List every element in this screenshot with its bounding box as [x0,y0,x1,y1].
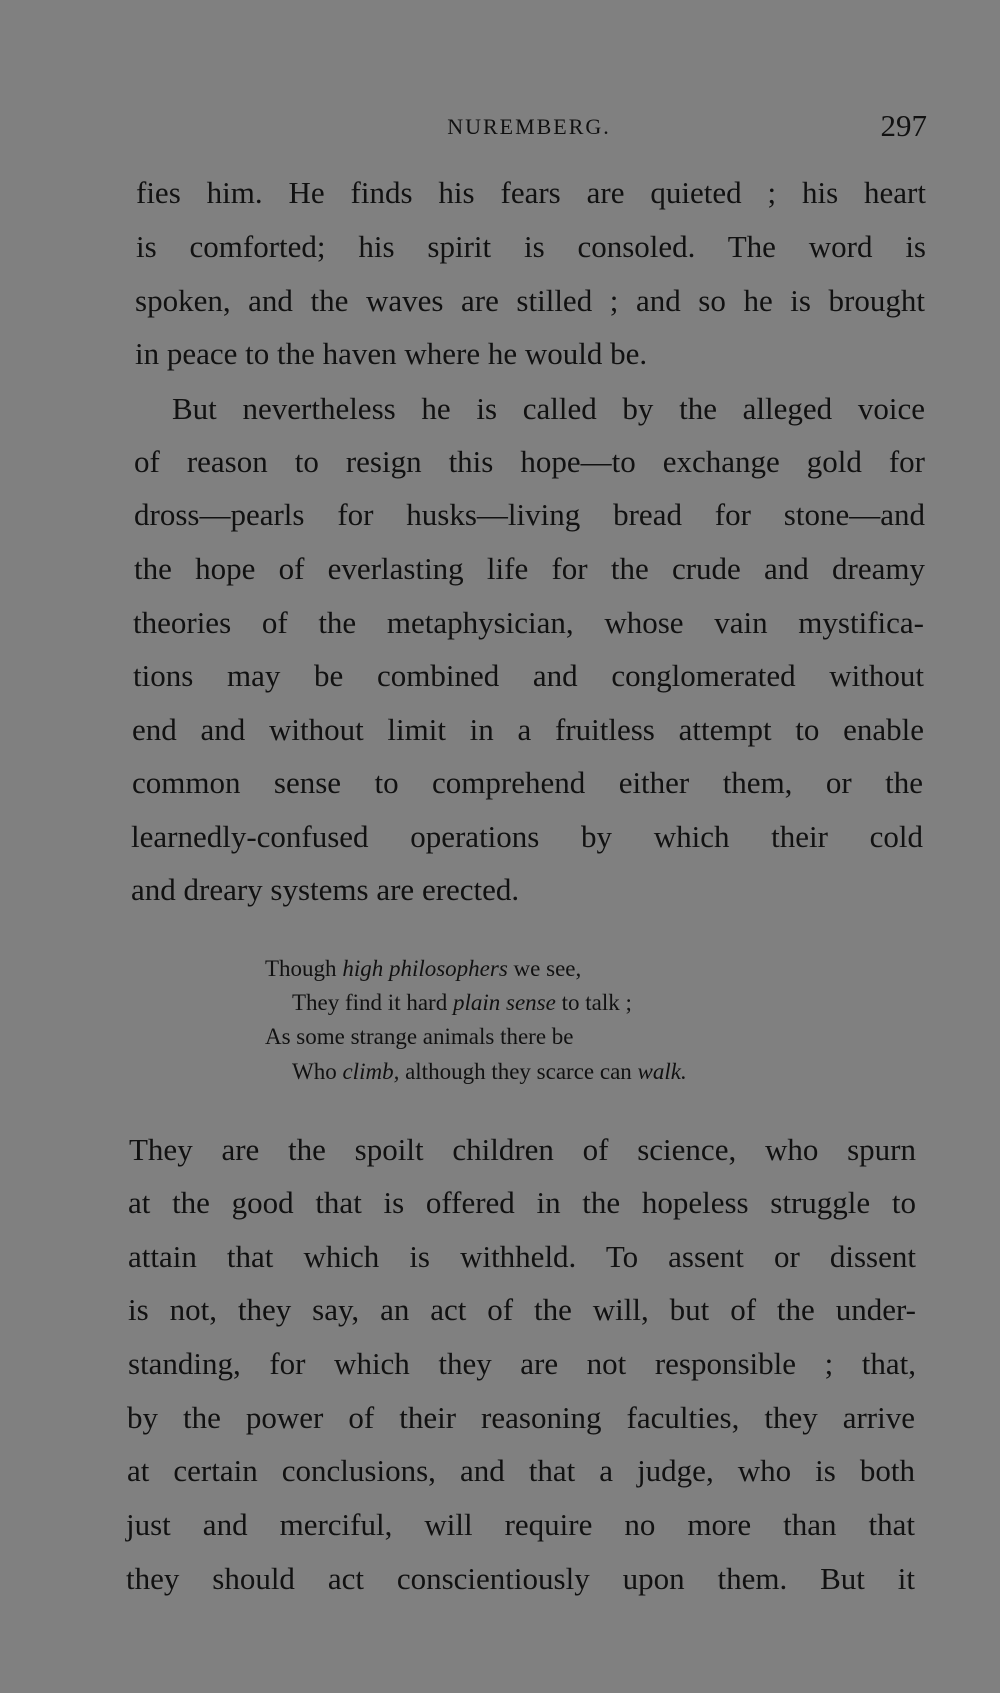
running-title: NUREMBERG. [447,114,611,139]
paragraph-2-line: theories of the metaphysician, whose vain mystifica- [133,605,924,640]
paragraph-2-line: common sense to comprehend either them, or the [132,765,923,800]
verse-text: we see, [507,956,582,981]
verse-text: Who [292,1059,343,1084]
verse-italic-text: climb, [342,1059,400,1084]
paragraph-3-line: just and merciful, will require no more than that [126,1507,915,1542]
paragraph-3-line: by the power of their reasoning faculties, they arrive [127,1400,915,1435]
verse-text: As some strange animals there be [265,1024,574,1049]
verse-text: Though [265,956,343,981]
verse-line-2 [292,988,632,1018]
paragraph-1-line: fies him. He finds his fears are quieted ; his heart [136,175,926,210]
paragraph-2-line: tions may be combined and conglomerated without [133,658,924,693]
verse-line-3 [265,1022,574,1052]
page-number: 297 [880,108,927,143]
paragraph-3-line: at certain conclusions, and that a judge, who is both [127,1453,915,1488]
paragraph-3-line: is not, they say, an act of the will, but of the under- [128,1292,916,1327]
paragraph-2-line: and dreary systems are erected. [131,872,520,907]
verse-line-1 [265,954,581,984]
paragraph-2-line: But nevertheless he is called by the alleged voice [172,391,925,426]
running-head [131,108,927,148]
paragraph-1-line: in peace to the haven where he would be. [135,336,648,371]
paragraph-2-line: the hope of everlasting life for the crude and dreamy [134,551,925,586]
paragraph-2-line: learnedly-confused operations by which their cold [131,819,923,854]
paragraph-2-line: dross—pearls for husks—living bread for stone—and [134,497,925,532]
paragraph-3-line: standing, for which they are not responsible ; that, [128,1346,916,1381]
paragraph-3-line: They are the spoilt children of science, who spurn [129,1132,916,1167]
paragraph-3-line: attain that which is withheld. To assent or dissent [128,1239,916,1274]
verse-line-4 [292,1057,687,1087]
verse-text: They find it hard [292,990,453,1015]
verse-text: to talk ; [555,990,632,1015]
paragraph-3-line: at the good that is offered in the hopeless struggle to [128,1185,916,1220]
paragraph-1-line: spoken, and the waves are stilled ; and so he is brought [135,283,925,318]
verse-italic-text: plain sense [452,990,556,1015]
verse-italic-text: walk. [637,1059,687,1084]
verse-text: although they scarce can [399,1059,638,1084]
paragraph-2-line: of reason to resign this hope—to exchange gold for [134,444,925,479]
paragraph-1-line: is comforted; his spirit is consoled. The word is [136,229,926,264]
verse-italic-text: high philosophers [342,956,508,981]
paragraph-2-line: end and without limit in a fruitless attempt to enable [132,712,924,747]
paragraph-3-line: they should act conscientiously upon them. But it [126,1561,915,1596]
